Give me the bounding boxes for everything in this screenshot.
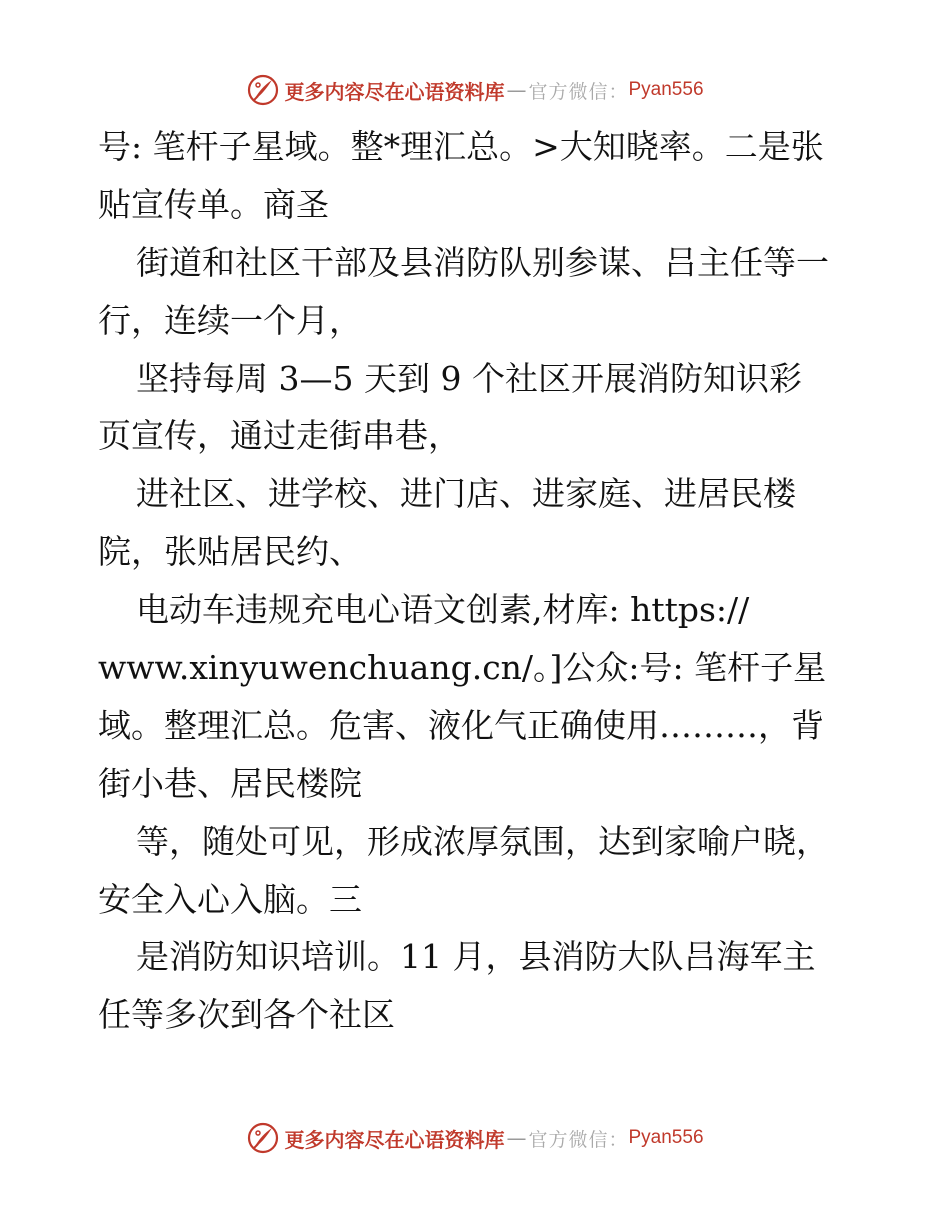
banner-separator: — [506,78,527,102]
banner-wechat-id: Pyan556 [628,1127,704,1148]
body-line: 贴宣传单。商圣 [98,184,329,224]
body-line: 街小巷、居民楼院 [98,763,362,803]
banner-wechat-id: Pyan556 [628,79,704,100]
banner-sub-text: 官方微信： [528,80,629,103]
body-line: 街道和社区干部及县消防队别参谋、吕主任等一 [136,242,829,282]
body-line: 号: 笔杆子星域。整*理汇总。>大知晓率。二是张 [98,127,824,166]
body-line: 等，随处可见，形成浓厚氛围，达到家喻户晓， [136,821,829,861]
banner-separator: — [506,1126,527,1150]
body-line: 任等多次到各个社区 [98,995,395,1035]
body-line: 坚持每周 3—5 天到 9 个社区开展消防知识彩 [136,358,802,398]
body-line: 电动车违规充电心语文创素,材库: https:// [136,590,750,630]
body-line: 域。整理汇总。危害、液化气正确使用………，背 [98,705,824,745]
footer-banner [0,1116,950,1160]
body-line: 是消防知识培训。11 月，县消防大队吕海军主 [136,937,816,977]
banner-sub-text: 官方微信： [528,1128,629,1151]
body-line: 行，连续一个月， [98,300,362,340]
quill-logo-icon [246,1121,280,1155]
document-body [98,118,858,1044]
body-line: 进社区、进学校、进门店、进家庭、进居民楼 [136,474,796,514]
body-line: 页宣传，通过走街串巷， [98,416,461,456]
banner-main-text: 更多内容尽在心语资料库 [284,79,505,104]
quill-logo-icon [246,73,280,107]
banner-main-text: 更多内容尽在心语资料库 [284,1127,505,1152]
body-line: www.xinyuwenchuang.cn/。]公众:号: 笔杆子星 [98,648,827,688]
body-line: 安全入心入脑。三 [98,879,362,919]
body-line: 院，张贴居民约、 [98,532,362,572]
header-banner [0,68,950,112]
